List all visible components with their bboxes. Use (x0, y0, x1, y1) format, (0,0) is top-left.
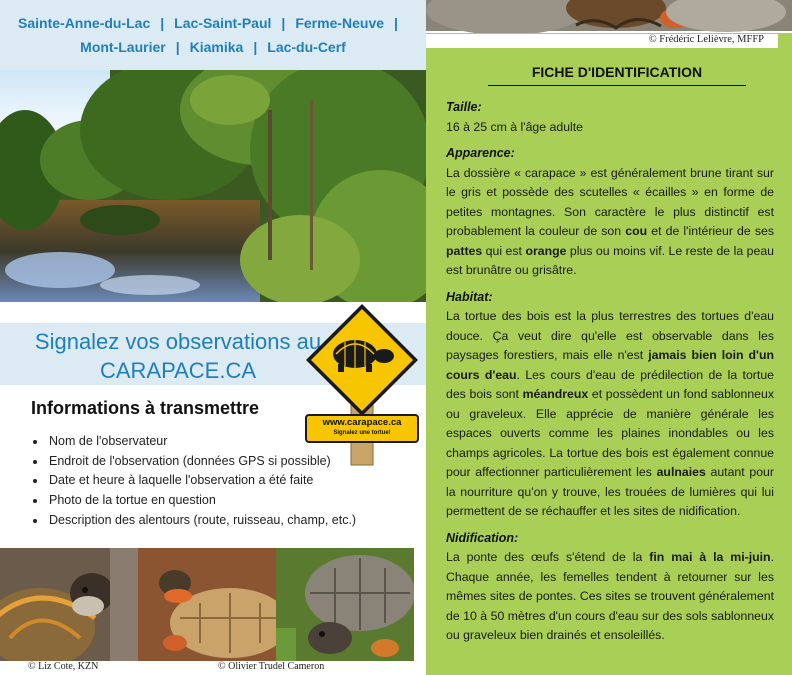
info-list (31, 432, 356, 531)
town-separator: | (175, 39, 180, 55)
report-heading-line-2: CARAPACE.CA (99, 358, 257, 383)
list-item: • Nom de l'observateur (47, 432, 356, 452)
turtle-photos (0, 548, 414, 661)
nidification-heading: Nidification: (446, 530, 519, 545)
report-heading (28, 327, 328, 385)
taille-text: 16 à 25 cm à l'âge adulte (446, 119, 584, 134)
town-name: Mont-Laurier (80, 39, 166, 55)
town-name: Kiamika (189, 39, 244, 55)
town-name: Sainte-Anne-du-Lac (18, 15, 151, 31)
town-separator: | (394, 15, 398, 31)
taille-heading: Taille: (446, 100, 482, 114)
towns-line-2 (0, 35, 426, 59)
river-photo (0, 70, 426, 302)
town-separator: | (160, 15, 165, 31)
town-name: Ferme-Neuve (295, 15, 385, 31)
apparence-heading: Apparence: (446, 146, 515, 160)
habitat-text: La tortue des bois est la plus terrestres des tortues d'eau douce. Ça veut dire qu'elle est observable dans les paysages forestiers, mais elle n'est jamais bien loin d'un cours d'eau. Les cours d'eau de prédilection de la tortue des bois sont méandreux et possèdent un fond sablonneux ou graveleux. Elle apprécie de manière générale les espaces ouverts comme les plaines inondables ou les champs agricoles. La tortue des bois est également connue pour affectionner particulièrement les aulnaies autant pour la nourriture qu'on y trouve, les trouées de lumières qui lui permettent de se réchauffer et les sites de nidification. (446, 309, 774, 518)
sign-tagline: Signalez une tortue! (333, 430, 391, 436)
fiche-title: FICHE D'IDENTIFICATION (488, 64, 746, 86)
apparence-text: La dossière « carapace » est généralement brune tirant sur le gris et possède des scutelles « écailles » en forme de petites montagnes. Son caractère le plus distinctif est probablement la couleur de son cou et de l'intérieur de ses pattes qui est orange plus ou moins vif. Le reste de la peau est brunâtre ou grisâtre. (446, 165, 774, 277)
towns-banner (0, 0, 426, 70)
town-name: Lac-Saint-Paul (174, 15, 272, 31)
turtle-photo-top (426, 0, 792, 33)
turtle-photo-3 (276, 548, 414, 661)
info-title: Informations à transmettre (31, 398, 260, 418)
report-heading-line-1: Signalez vos observations au (34, 329, 322, 354)
towns-line-1 (0, 11, 426, 35)
list-item: • Date et heure à laquelle l'observation a été faite (47, 471, 356, 491)
town-separator: | (281, 15, 286, 31)
fiche-content (446, 98, 774, 653)
list-item: • Photo de la tortue en question (47, 491, 356, 511)
sign-url: www.carapace.ca (322, 417, 402, 428)
town-separator: | (253, 39, 258, 55)
photo-credit-top-right: © Frédéric Lelièvre, MFFP (426, 34, 778, 48)
habitat-heading: Habitat: (446, 289, 493, 304)
list-item: • Description des alentours (route, ruisseau, champ, etc.) (47, 511, 356, 531)
list-item: • Endroit de l'observation (données GPS si possible) (47, 452, 356, 472)
town-name: Lac-du-Cerf (267, 39, 346, 55)
turtle-photo-2 (138, 548, 290, 661)
photo-credit-middle: © Olivier Trudel Cameron (218, 661, 325, 672)
photo-credit-left: © Liz Cote, KZN (28, 661, 99, 672)
nidification-text: La ponte des œufs s'étend de la fin mai à la mi-juin. Chaque année, les femelles tendent à retourner sur les mêmes sites de pontes. Ces sites se trouvent généralement de 10 à 50 mètres d'un cours d'eau sur des sols sablonneux ou graveleux bien drainés et ensoleillés. (446, 550, 774, 642)
turtle-photo-1 (0, 548, 138, 661)
